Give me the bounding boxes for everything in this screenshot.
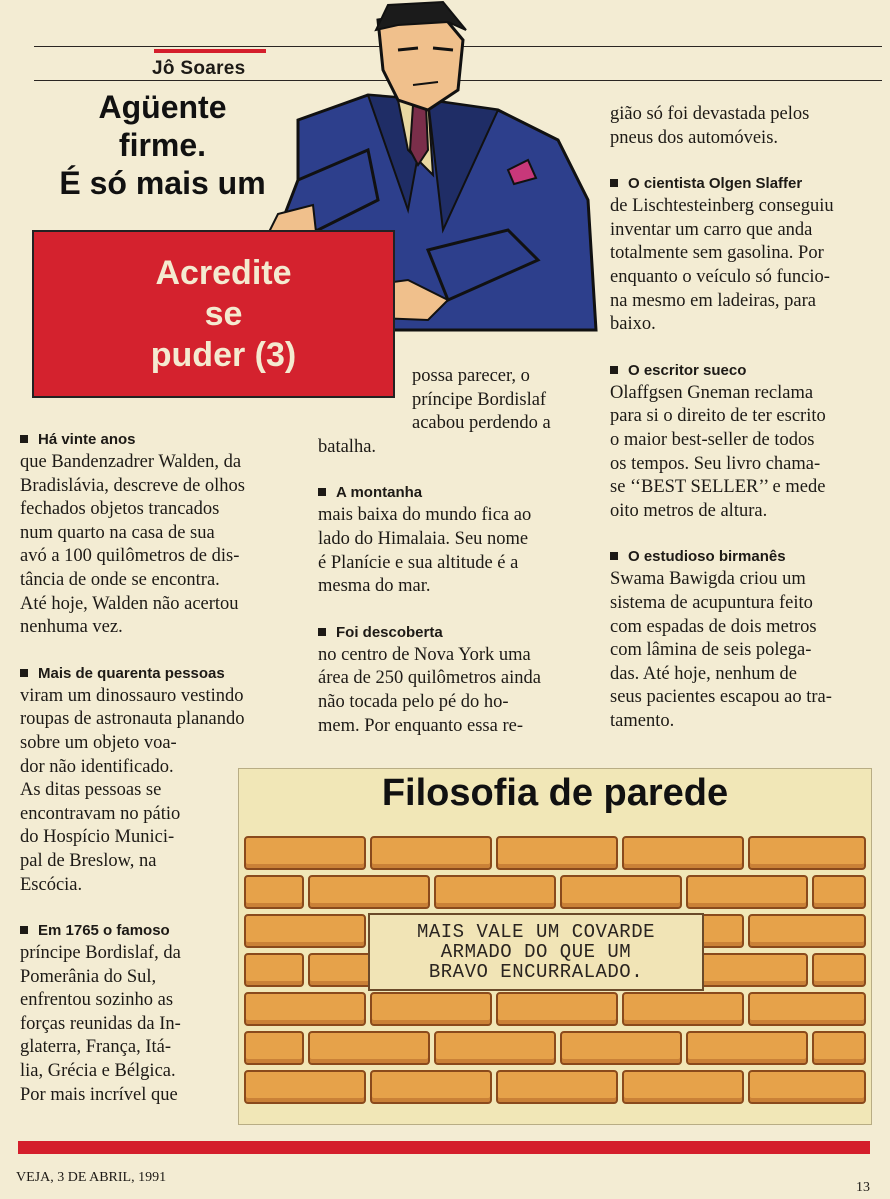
text-line: para si o direito de ter escrito [610,406,826,427]
text-line: possa parecer, o [412,366,530,386]
text-line: batalha. [318,436,377,457]
brick [812,875,866,909]
brick [560,875,682,909]
column-3 [610,103,880,733]
brick [748,1070,866,1104]
column-2 [318,365,588,738]
text-line: glaterra, França, Itá- [20,1037,171,1058]
brick [812,953,866,987]
text-line: baixo. [610,314,656,335]
brick [244,1031,304,1065]
footer-issue: VEJA, 3 DE ABRIL, 1991 [16,1170,167,1185]
text-line: inventar um carro que anda [610,219,813,240]
brick [308,1031,430,1065]
text-line: Por mais incrível que [20,1084,178,1105]
brick [434,875,556,909]
text-line: pneus dos automóveis. [610,127,779,148]
text-line: Pomerânia do Sul, [20,966,157,987]
text-line: Escócia. [20,874,83,895]
bullet-square-icon [20,669,28,677]
text-line: mesma do mar. [318,576,431,597]
text-line: mais baixa do mundo fica ao [318,505,532,526]
text-line: sobre um objeto voa- [20,732,177,753]
section-heading: Há vinte anos [20,428,298,451]
section-heading: O escritor sueco [610,359,880,382]
section-heading: Foi descoberta [318,621,588,644]
text-line: gião só foi devastada pelos [610,104,810,124]
bullet-square-icon [318,488,326,496]
section-heading: Mais de quarenta pessoas [20,662,298,685]
headline [40,88,285,202]
brick [244,992,366,1026]
red-box-title [151,253,296,376]
text-line: Swama Bawigda criou um [610,569,806,590]
bullet-square-icon [610,179,618,187]
brick [686,1031,808,1065]
brick [308,875,430,909]
brick [496,992,618,1026]
bullet-square-icon [20,926,28,934]
section-heading: O cientista Olgen Slaffer [610,172,880,195]
brick [812,1031,866,1065]
text-line: das. Até hoje, nenhum de [610,663,798,684]
text-line: Bradislávia, descreve de olhos [20,475,246,496]
text-line: nenhuma vez. [20,617,123,638]
text-line: fechados objetos trancados [20,499,220,520]
text-line: se ‘‘BEST SELLER’’ e mede [610,477,826,498]
text-line: área de 250 quilômetros ainda [318,668,541,689]
text-line: não tocada pelo pé do ho- [318,691,509,712]
plaque-line: ARMADO DO QUE UM [440,941,632,963]
brick [244,875,304,909]
brick [370,992,492,1026]
brick [496,1070,618,1104]
text-line: enquanto o veículo só funcio- [610,266,830,287]
text-line: de Lischtesteinberg conseguiu [610,196,834,217]
brick [244,953,304,987]
section-heading: Em 1765 o famoso [20,919,298,942]
text-line: avó a 100 quilômetros de dis- [20,546,240,567]
text-line: roupas de astronauta planando [20,709,245,730]
text-line: tamento. [610,710,675,731]
brick [686,953,808,987]
brick [244,914,366,948]
text-line: pal de Breslow, na [20,850,157,871]
text-line: é Planície e sua altitude é a [318,552,519,573]
text-line: seus pacientes escapou ao tra- [610,687,832,708]
brick [244,1070,366,1104]
plaque-line: BRAVO ENCURRALADO. [428,961,644,983]
brick [370,1070,492,1104]
text-line: com lâmina de seis polega- [610,640,812,661]
red-box-line: Acredite [155,253,292,292]
text-line: lado do Himalaia. Seu nome [318,528,529,549]
headline-line: Agüente [98,89,227,125]
text-line: mem. Por enquanto essa re- [318,715,523,736]
section-heading: O estudioso birmanês [610,545,880,568]
text-line: príncipe Bordislaf [412,389,547,410]
text-line: dor não identificado. [20,756,174,777]
brick [496,836,618,870]
brick [622,836,744,870]
brick [244,836,366,870]
red-box-line: puder (3) [150,335,297,374]
brick [434,1031,556,1065]
headline-line: É só mais um [59,165,266,201]
author-byline: Jô Soares [152,58,246,79]
text-line: totalmente sem gasolina. Por [610,243,824,264]
text-line: com espadas de dois metros [610,616,817,637]
text-line: As ditas pessoas se [20,780,162,801]
red-box-line: se [204,294,243,333]
text-line: tância de onde se encontra. [20,569,220,590]
text-line: num quarto na casa de sua [20,522,215,543]
text-line: lia, Grécia e Bélgica. [20,1061,176,1082]
brick [622,992,744,1026]
brick [686,875,808,909]
bullet-square-icon [610,552,618,560]
brick [748,914,866,948]
text-line: na mesmo em ladeiras, para [610,290,816,311]
headline-line: firme. [118,127,207,163]
text-line: oito metros de altura. [610,500,768,521]
text-line: Até hoje, Walden não acertou [20,593,239,614]
text-line: que Bandenzadrer Walden, da [20,452,242,472]
bullet-square-icon [20,435,28,443]
plaque-text [368,922,704,982]
brick [748,992,866,1026]
text-line: Olaffgsen Gneman reclama [610,382,814,403]
text-line: os tempos. Seu livro chama- [610,453,821,474]
brick [560,1031,682,1065]
brick [622,1070,744,1104]
text-line: acabou perdendo a [412,413,551,434]
section-heading: A montanha [318,481,588,504]
text-line: príncipe Bordislaf, da [20,943,181,964]
plaque-line: MAIS VALE UM COVARDE [416,921,656,943]
byline-accent [154,49,266,53]
text-line: viram um dinossauro vestindo [20,685,244,706]
brick [370,836,492,870]
bullet-square-icon [318,628,326,636]
text-line: do Hospício Munici- [20,827,175,848]
text-line: enfrentou sozinho as [20,990,174,1011]
wall-box-title: Filosofia de parede [381,772,729,814]
page-number: 13 [856,1180,870,1195]
text-line: sistema de acupuntura feito [610,592,813,613]
bullet-square-icon [610,366,618,374]
text-line: encontravam no pátio [20,803,181,824]
text-line: forças reunidas da In- [20,1013,181,1034]
text-line: no centro de Nova York uma [318,644,531,665]
text-line: o maior best-seller de todos [610,429,815,450]
brick [748,836,866,870]
footer-red-rule [18,1141,870,1154]
